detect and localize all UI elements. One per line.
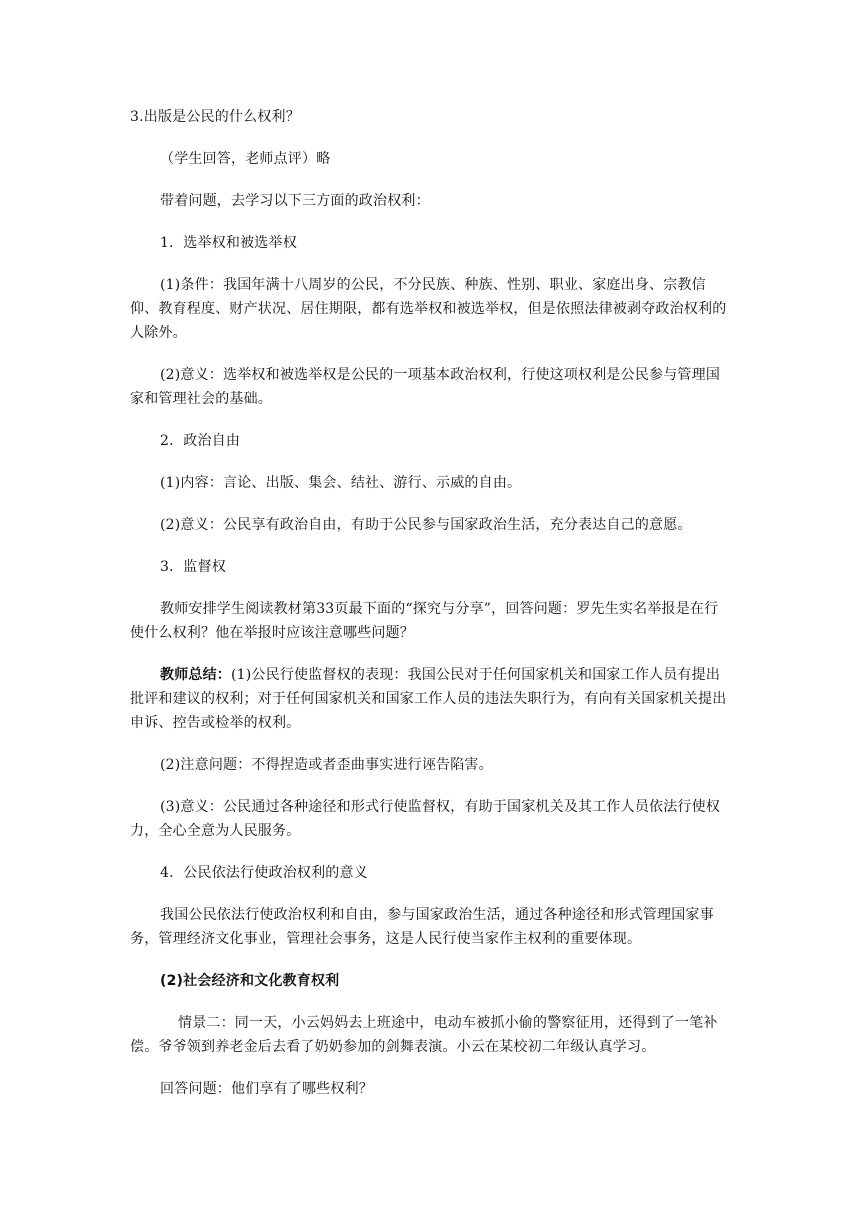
section-2-title: 2．政治自由 bbox=[160, 433, 241, 449]
question-3: 3.出版是公民的什么权利？ bbox=[130, 109, 300, 125]
section-3-attention: (2)注意问题：不得捏造或者歪曲事实进行诬告陷害。 bbox=[160, 757, 493, 773]
section-2-content: (1)内容：言论、出版、集会、结社、游行、示威的自由。 bbox=[160, 475, 522, 491]
section-3-task: 教师安排学生阅读教材第33页最下面的“探究与分享”，回答问题：罗先生实名举报是在行使什么权利？他在举报时应该注意哪些问题？ bbox=[130, 601, 719, 641]
section-3-meaning: (3)意义：公民通过各种途径和形式行使监督权，有助于国家机关及其工作人员依法行使权力，全心全意为人民服务。 bbox=[130, 799, 721, 839]
summary-label: 教师总结： bbox=[160, 667, 231, 683]
part-2-title: (2)社会经济和文化教育权利 bbox=[160, 973, 340, 989]
summary-text: (1)公民行使监督权的表现：我国公民对于任何国家机关和国家工作人员有提出批评和建议的权利；对于任何国家机关和国家工作人员的违法失职行为，有向有关国家机关提出申诉、控告或检举的权利。 bbox=[130, 667, 727, 731]
section-4-text: 我国公民依法行使政治权利和自由，参与国家政治生活，通过各种途径和形式管理国家事务，管理经济文化事业，管理社会事务，这是人民行使当家作主权利的重要体现。 bbox=[130, 907, 714, 947]
scene-2-text: 情景二：同一天，小云妈妈去上班途中，电动车被抓小偷的警察征用，还得到了一笔补偿。爷爷领到养老金后去看了奶奶参加的剑舞表演。小云在某校初二年级认真学习。 bbox=[130, 1015, 718, 1055]
question-text: 回答问题：他们享有了哪些权利？ bbox=[160, 1081, 373, 1097]
section-1-condition: (1)条件：我国年满十八周岁的公民，不分民族、种族、性别、职业、家庭出身、宗教信仰、教育程度、财产状况、居住期限，都有选举权和被选举权，但是依照法律被剥夺政治权利的人除外。 bbox=[130, 277, 727, 341]
section-4-title: 4．公民依法行使政治权利的意义 bbox=[160, 865, 368, 881]
section-1-meaning: (2)意义：选举权和被选举权是公民的一项基本政治权利，行使这项权利是公民参与管理国家和管理社会的基础。 bbox=[130, 367, 721, 407]
section-1-title: 1．选举权和被选举权 bbox=[160, 235, 297, 251]
section-3-title: 3．监督权 bbox=[160, 559, 226, 575]
intro-text: 带着问题，去学习以下三方面的政治权利： bbox=[160, 193, 430, 209]
answer-note: （学生回答，老师点评）略 bbox=[160, 151, 331, 167]
section-2-meaning: (2)意义：公民享有政治自由，有助于公民参与国家政治生活，充分表达自己的意愿。 bbox=[160, 517, 692, 533]
section-3-summary bbox=[130, 663, 730, 735]
